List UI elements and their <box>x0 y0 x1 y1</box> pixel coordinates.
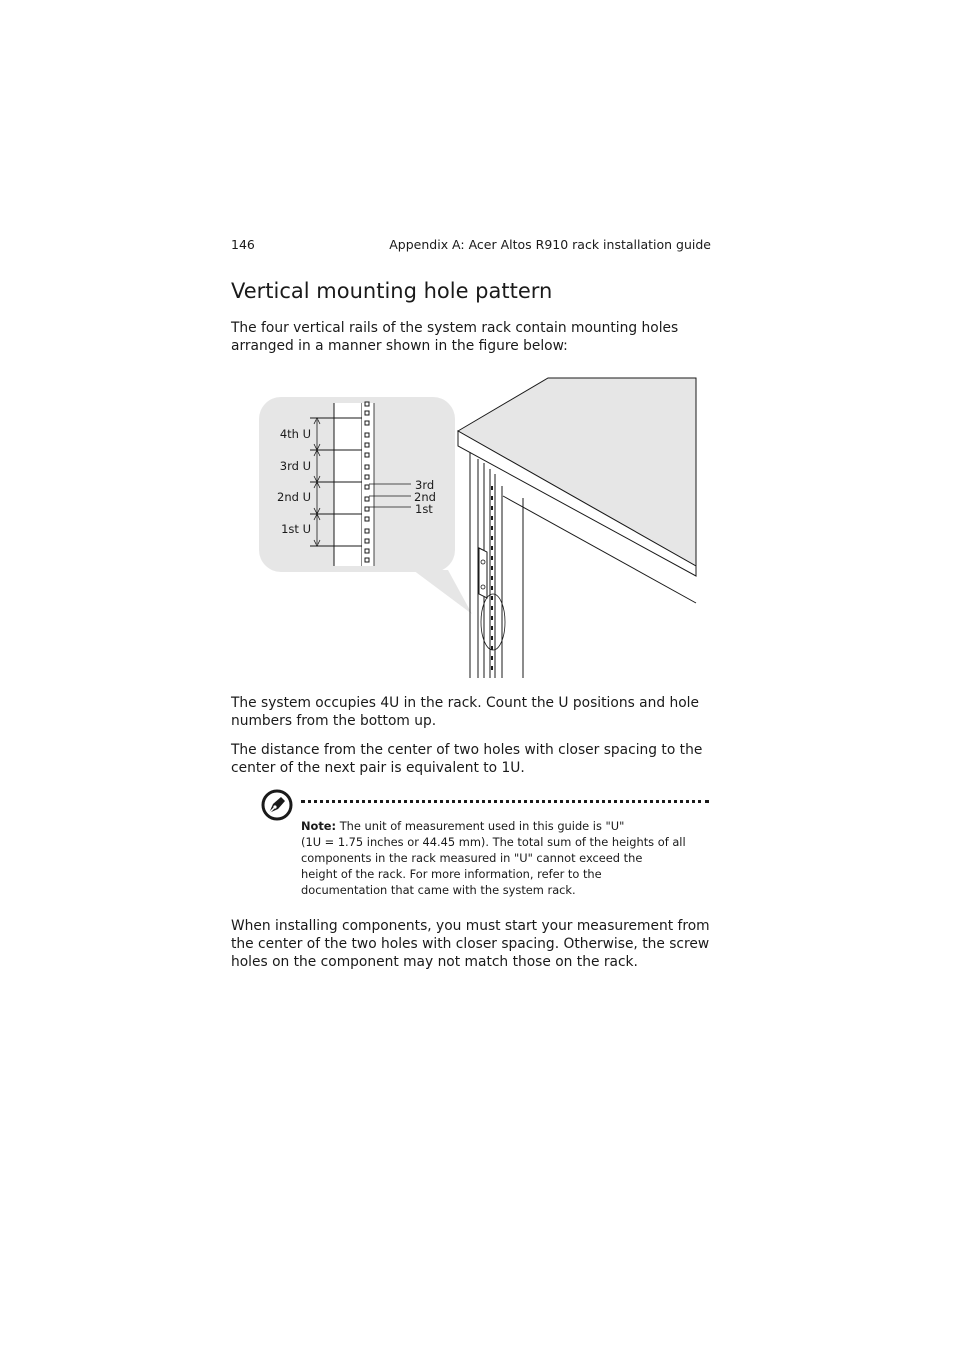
note-line-5: documentation that came with the system rack. <box>301 883 576 897</box>
rack-hole-figure <box>258 376 698 680</box>
rail-bracket <box>479 548 487 598</box>
running-title: Appendix A: Acer Altos R910 rack installation guide <box>389 237 711 252</box>
note-pen-icon <box>261 789 293 821</box>
rack-top-surface <box>458 378 696 566</box>
page-number: 146 <box>231 237 255 252</box>
note-line-2: (1U = 1.75 inches or 44.45 mm). The total sum of the heights of all <box>301 835 686 849</box>
intro-paragraph: The four vertical rails of the system rack contain mounting holes arranged in a manner shown in the figure below: <box>231 320 679 354</box>
page-header <box>231 237 711 255</box>
note-text <box>301 818 701 898</box>
note-line-1: The unit of measurement used in this guide is "U" <box>339 819 625 833</box>
note-divider <box>301 800 709 803</box>
hole-label-3rd: 3rd <box>415 478 435 492</box>
u-label-4th: 4th U <box>279 427 311 441</box>
callout-pointer <box>413 570 472 614</box>
occupies-paragraph: The system occupies 4U in the rack. Count the U positions and hole numbers from the bottom up. <box>231 695 699 729</box>
section-title: Vertical mounting hole pattern <box>231 279 553 303</box>
u-label-3rd: 3rd U <box>279 459 311 473</box>
rack-rails <box>470 452 523 678</box>
installing-paragraph: When installing components, you must start your measurement from the center of the two holes with closer spacing. Otherwise, the screw holes on the component may not match those on the rack. <box>231 918 710 970</box>
u-label-2nd: 2nd U <box>277 490 311 504</box>
callout-rail <box>334 403 362 566</box>
u-label-1st: 1st U <box>281 522 311 536</box>
hole-label-2nd: 2nd <box>414 490 436 504</box>
note-line-3: components in the rack measured in "U" cannot exceed the <box>301 851 643 865</box>
distance-paragraph: The distance from the center of two holes with closer spacing to the center of the next pair is equivalent to 1U. <box>231 742 703 776</box>
rail-holes <box>491 486 493 670</box>
hole-label-1st: 1st <box>415 502 433 516</box>
note-line-4: height of the rack. For more information, refer to the <box>301 867 602 881</box>
highlight-ellipse <box>481 594 505 650</box>
note-label: Note: <box>301 819 337 833</box>
